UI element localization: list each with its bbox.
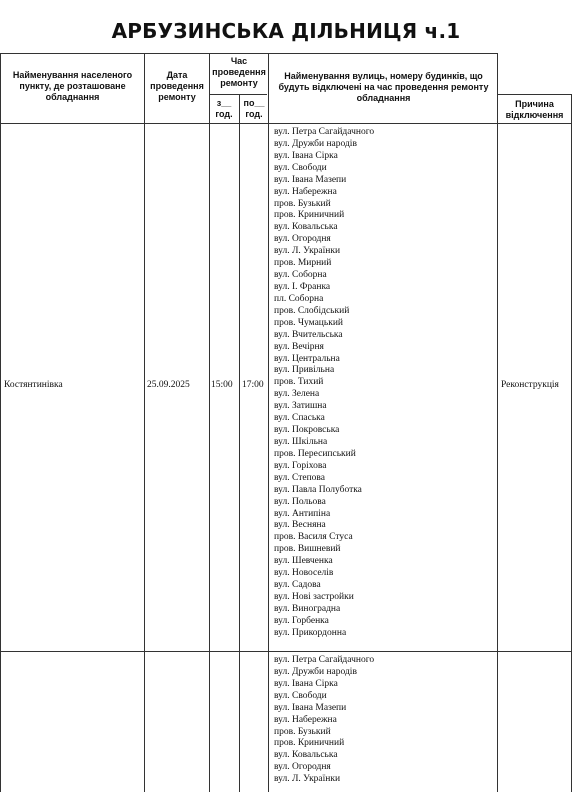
- street-item: вул. Садова: [274, 580, 321, 591]
- street-item: вул. Івана Мазепи: [274, 174, 347, 185]
- street-item: вул. Виноградна: [274, 603, 341, 614]
- street-item: вул. Свободи: [274, 690, 327, 701]
- street-item: пров. Бузький: [274, 198, 331, 209]
- table-border-left: [0, 53, 1, 792]
- street-item: вул. Павла Полуботка: [274, 484, 362, 495]
- reason-cell: Реконструкція: [501, 380, 559, 390]
- col-divider-reason: [497, 53, 498, 792]
- street-item: вул. Степова: [274, 472, 325, 483]
- street-item: вул. Івана Сірка: [274, 678, 338, 689]
- street-item: вул. Петра Сагайдачного: [274, 655, 375, 665]
- street-item: вул. Горбенка: [274, 615, 329, 626]
- street-item: пров. Тихий: [274, 377, 324, 388]
- header-streets: Найменування вулиць, номеру будинків, що будуть відключені на час проведення ремонту обладнання: [278, 71, 489, 103]
- street-item: вул. Л. Українки: [274, 774, 341, 785]
- street-item: вул. Дружби народів: [274, 138, 357, 149]
- page-title: АРБУЗИНСЬКА ДІЛЬНИЦЯ ч.1: [111, 19, 461, 43]
- street-item: вул. Покровська: [274, 425, 340, 436]
- street-item: пл. Соборна: [274, 293, 324, 304]
- street-item: вул. Л. Українки: [274, 246, 341, 257]
- time-subheader-line: [209, 94, 267, 95]
- settlement-cell: Костянтинівка: [4, 380, 63, 390]
- date-cell: 25.09.2025: [147, 380, 190, 390]
- street-item: вул. Вчительська: [274, 329, 343, 340]
- header-reason: Причина відключення: [505, 99, 564, 120]
- street-item: пров. Пересипський: [274, 448, 356, 459]
- street-item: вул. Шевченка: [274, 556, 333, 567]
- street-item: вул. І. Франка: [274, 281, 331, 292]
- street-item: вул. Огородня: [274, 234, 331, 245]
- street-item: вул. Огородня: [274, 762, 331, 773]
- street-item: вул. Шкільна: [274, 436, 328, 447]
- street-item: пров. Мирний: [274, 258, 332, 269]
- street-item: пров. Криничний: [274, 738, 345, 749]
- col-divider-streets: [268, 53, 269, 792]
- header-settlement: Найменування населеного пункту, де розташоване обладнання: [12, 70, 133, 102]
- time-to-cell: 17:00: [242, 380, 264, 390]
- header-time-to: по__ год.: [243, 98, 265, 119]
- street-item: вул. Ковальська: [274, 750, 338, 761]
- street-item: вул. Спаська: [274, 413, 325, 424]
- street-item: вул. Соборна: [274, 270, 327, 281]
- street-item: вул. Івана Мазепи: [274, 702, 347, 713]
- street-item: пров. Слобідський: [274, 305, 350, 316]
- street-item: вул. Затишна: [274, 401, 327, 412]
- street-item: вул. Івана Сірка: [274, 150, 338, 161]
- street-item: вул. Набережна: [274, 186, 337, 197]
- reason-header-line: [497, 94, 572, 95]
- col-divider-date: [144, 53, 145, 792]
- street-item: вул. Набережна: [274, 714, 337, 725]
- street-item: вул. Нові застройки: [274, 591, 354, 602]
- street-item: вул. Дружби народів: [274, 666, 357, 677]
- header-time-group: Час проведення ремонту: [212, 56, 266, 88]
- street-item: пров. Чумацький: [274, 317, 343, 328]
- street-item: вул. Зелена: [274, 389, 320, 400]
- street-item: вул. Польова: [274, 496, 326, 507]
- street-item: вул. Новоселів: [274, 568, 334, 579]
- street-item: пров. Василя Стуса: [274, 532, 353, 543]
- streets-list: [274, 655, 374, 786]
- header-date: Дата проведення ремонту: [150, 70, 204, 102]
- street-item: вул. Привільна: [274, 365, 335, 376]
- street-item: вул. Центральна: [274, 353, 340, 364]
- streets-list: [274, 127, 374, 640]
- street-item: вул. Прикордонна: [274, 627, 347, 638]
- col-divider-to: [239, 94, 240, 792]
- street-item: вул. Горіхова: [274, 460, 327, 471]
- street-item: вул. Свободи: [274, 162, 327, 173]
- row-separator: [0, 651, 572, 652]
- street-item: вул. Антипіна: [274, 508, 331, 519]
- street-item: пров. Вишневий: [274, 544, 341, 555]
- street-item: вул. Вечірня: [274, 341, 324, 352]
- street-item: пров. Криничний: [274, 210, 345, 221]
- street-item: вул. Весняна: [274, 520, 326, 531]
- time-from-cell: 15:00: [211, 380, 233, 390]
- col-divider-time: [209, 53, 210, 792]
- header-time-from: з__ год.: [215, 98, 233, 119]
- header-bottom-line: [0, 123, 572, 124]
- street-item: вул. Ковальська: [274, 222, 338, 233]
- street-item: пров. Бузький: [274, 726, 331, 737]
- table-border-top: [0, 53, 497, 54]
- street-item: вул. Петра Сагайдачного: [274, 127, 375, 137]
